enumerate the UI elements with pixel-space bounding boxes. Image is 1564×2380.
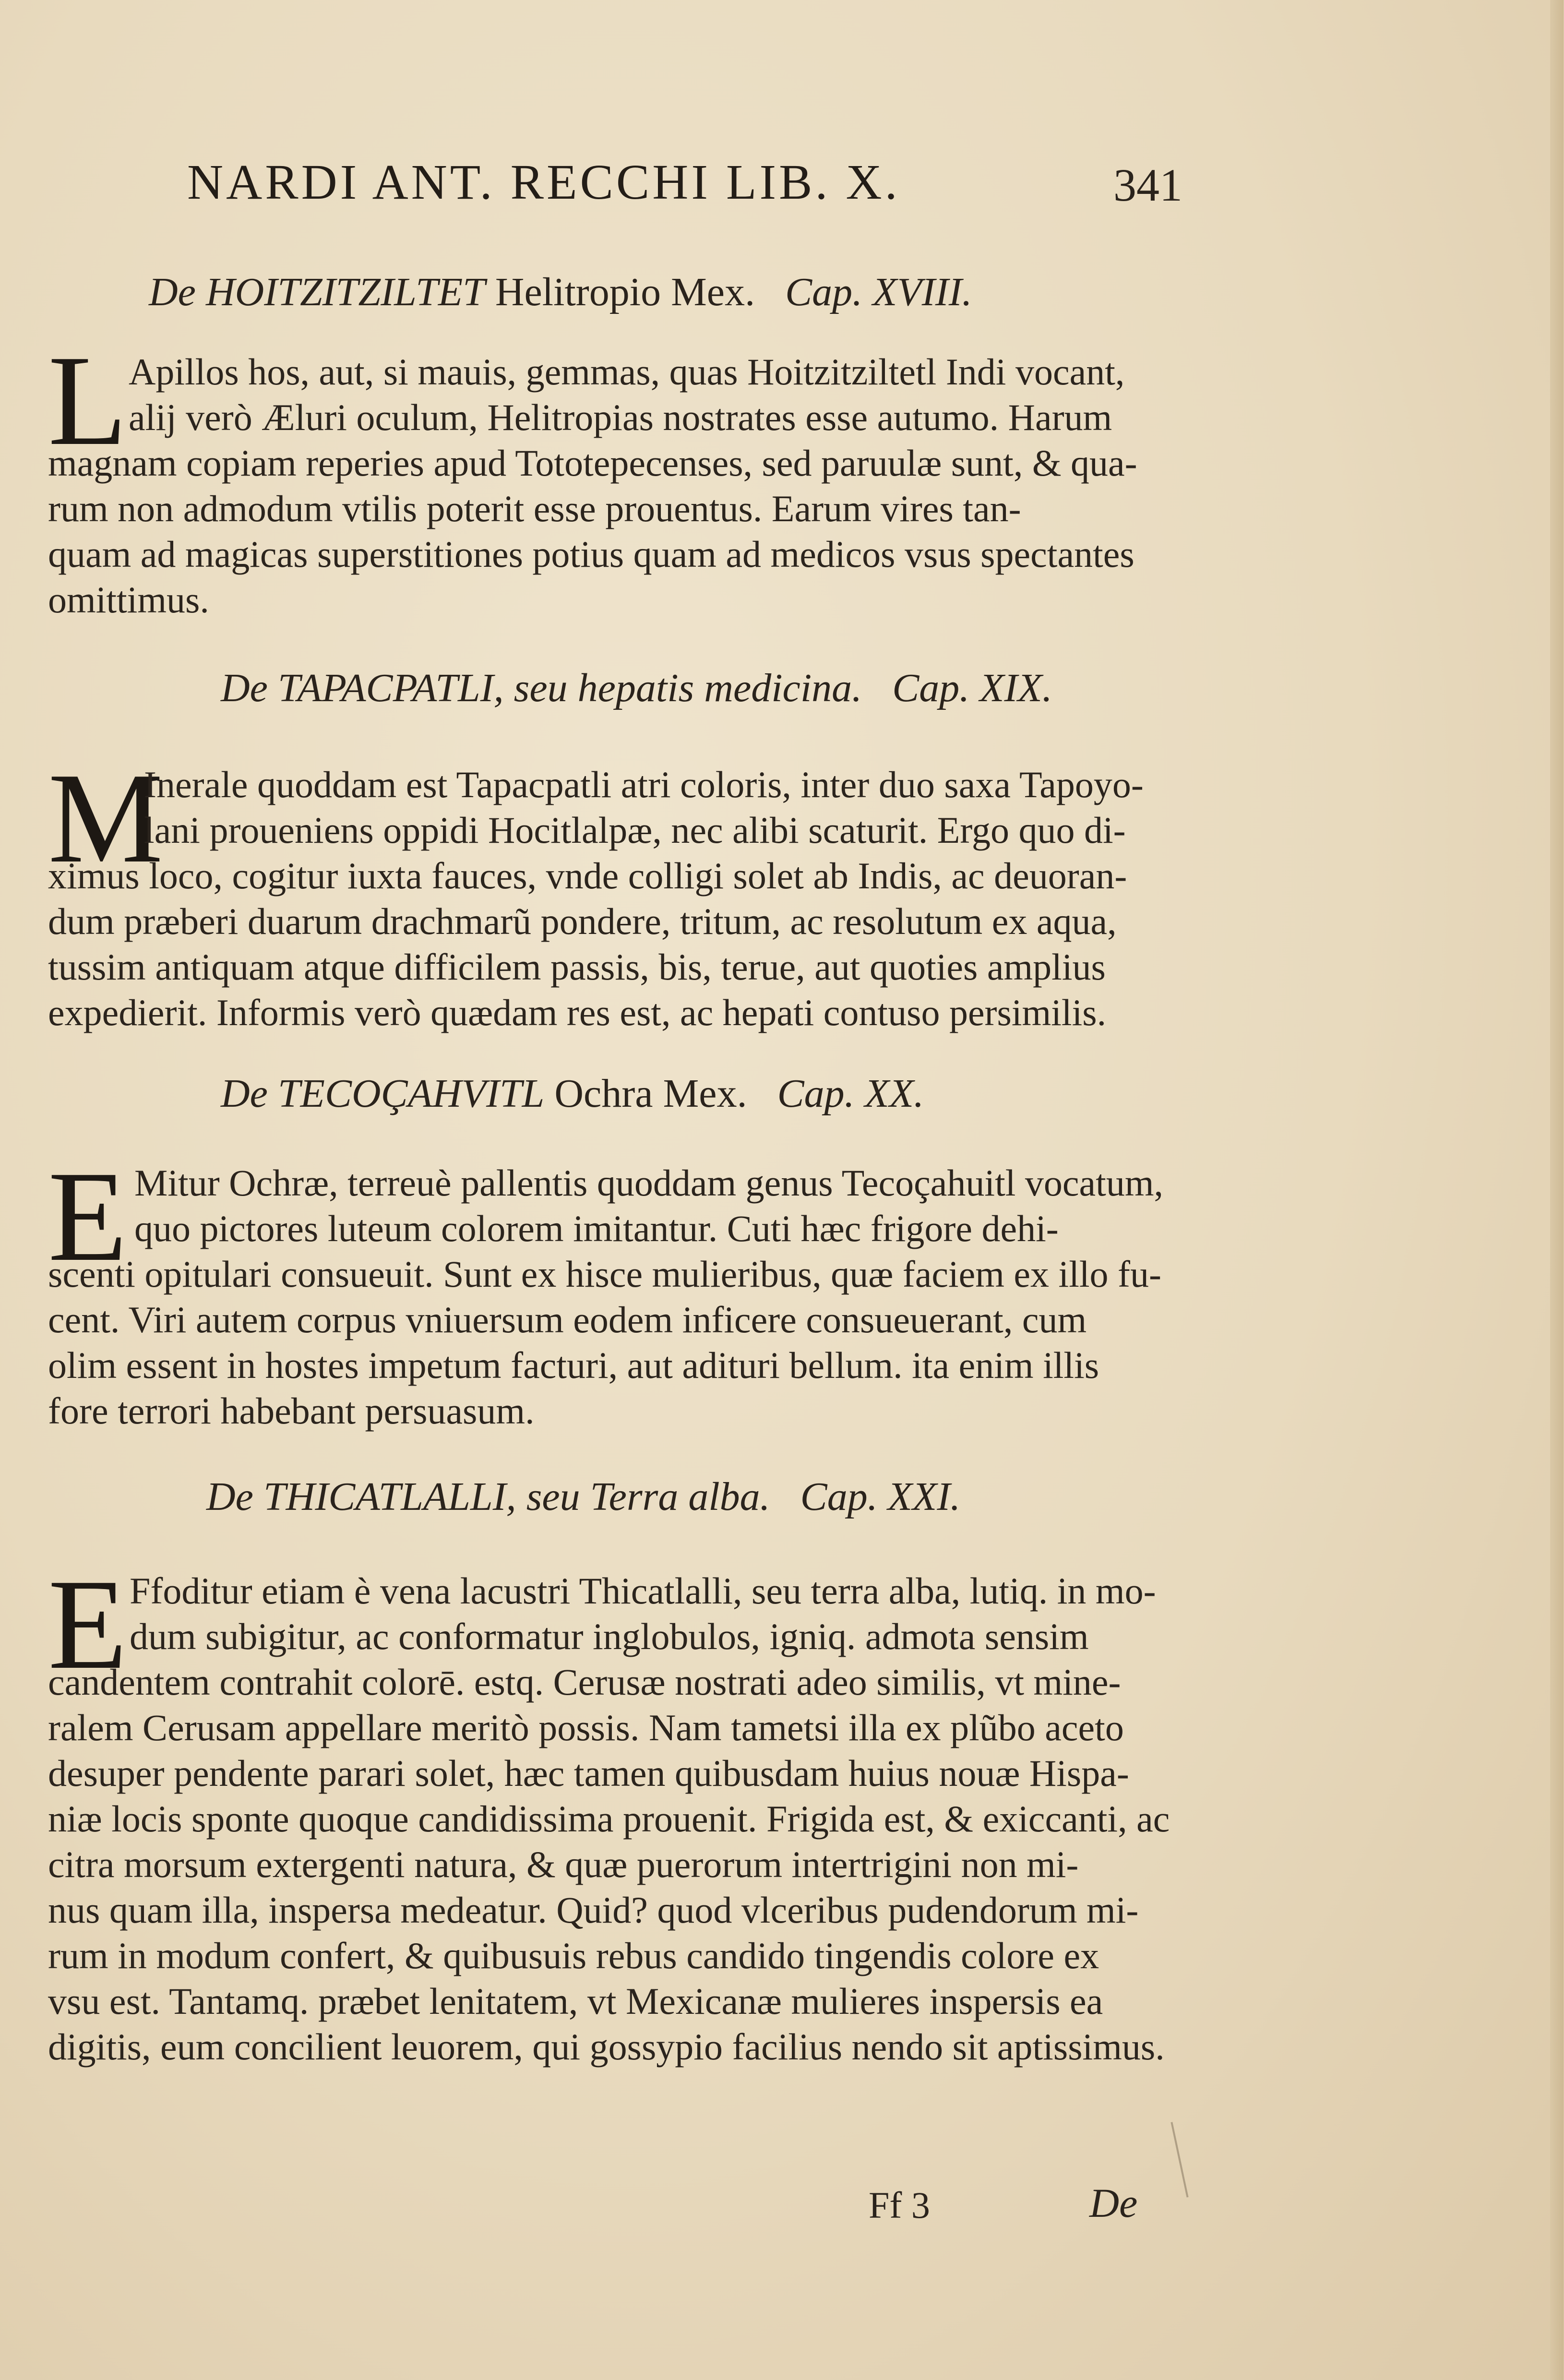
drop-cap: E (48, 1145, 127, 1288)
running-title: NARDI ANT. RECCHI LIB. X. (187, 155, 900, 210)
chapter-title-prefix: De (206, 1474, 253, 1519)
chapter-title-prefix: De (221, 666, 268, 710)
chapter-title-rest: seu hepatis medicina. (513, 666, 862, 710)
chapter-title (206, 1473, 960, 1520)
text-line: niæ locis sponte quoque candidissima prouenit. Frigida est, & exiccanti, ac (48, 1798, 1170, 1840)
text-line: dum subigitur, ac conformatur inglobulos, igniq. admota sensim (130, 1615, 1089, 1657)
text-line: desuper pendente parari solet, hæc tamen quibusdam huius nouæ Hispa- (48, 1752, 1129, 1794)
chapter-title-prefix: De (221, 1071, 268, 1116)
chapter-title-cap: Cap. XIX. (892, 666, 1052, 710)
text-line: quam ad magicas superstitiones potius quam ad medicos vsus spectantes (48, 533, 1134, 575)
text-line: candentem contrahit colorē. estq. Cerusæ nostrati adeo similis, vt mine- (48, 1661, 1121, 1703)
text-line: lani proueniens oppidi Hocitlalpæ, nec alibi scaturit. Ergo quo di- (144, 809, 1126, 851)
text-line: alij verò Æluri oculum, Helitropias nostrates esse autumo. Harum (129, 396, 1112, 438)
page-edge-shadow (1550, 0, 1564, 2380)
drop-cap: L (48, 329, 127, 472)
folio-number: 341 (1113, 159, 1182, 211)
text-line: cent. Viri autem corpus vniuersum eodem inficere consueuerant, cum (48, 1299, 1087, 1340)
catchword: De (1089, 2180, 1138, 2226)
chapter-title (149, 269, 972, 315)
chapter-title-name: TECOÇAHVITL (277, 1071, 545, 1116)
chapter-title-rest: seu Terra alba. (526, 1474, 770, 1519)
text-line: Mitur Ochræ, terreuè pallentis quoddam genus Tecoçahuitl vocatum, (134, 1162, 1164, 1204)
text-line: olim essent in hostes impetum facturi, aut adituri bellum. ita enim illis (48, 1344, 1099, 1386)
chapter-title-cap: Cap. XXI. (800, 1474, 961, 1519)
chapter-title-rest: Ochra Mex. (554, 1071, 747, 1116)
chapter-title-name: THICATLALLI, (263, 1474, 516, 1519)
text-line: ximus loco, cogitur iuxta fauces, vnde colligi solet ab Indis, ac deuoran- (48, 855, 1127, 897)
signature-mark: Ff 3 (869, 2184, 930, 2226)
text-line: fore terrori habebant persuasum. (48, 1390, 535, 1432)
chapter-title-cap: Cap. XVIII. (785, 270, 972, 314)
text-line: quo pictores luteum colorem imitantur. Cuti hæc frigore dehi- (134, 1208, 1059, 1249)
chapter-title-prefix: De (149, 270, 196, 314)
text-line: citra morsum extergenti natura, & quæ puerorum intertrigini non mi- (48, 1843, 1079, 1885)
text-line: ralem Cerusam appellare meritò possis. Nam tametsi illa ex plũbo aceto (48, 1707, 1124, 1748)
chapter-title (221, 1070, 924, 1117)
text-line: rum non admodum vtilis poterit esse prouentus. Earum vires tan- (48, 488, 1021, 529)
text-line: scenti opitulari consueuit. Sunt ex hisce mulieribus, quæ faciem ex illo fu- (48, 1253, 1162, 1295)
text-line: expedierit. Informis verò quædam res est, ac hepati contuso persimilis. (48, 992, 1107, 1033)
chapter-title-cap: Cap. XX. (777, 1071, 924, 1116)
chapter-title-rest: Helitropio Mex. (495, 270, 755, 314)
drop-cap: E (48, 1553, 127, 1696)
ink-stroke (1170, 2122, 1188, 2197)
text-line: Inerale quoddam est Tapacpatli atri coloris, inter duo saxa Tapoyo- (144, 764, 1144, 805)
chapter-title-name: HOITZITZILTET (205, 270, 485, 314)
text-line: nus quam illa, inspersa medeatur. Quid? quod vlceribus pudendorum mi- (48, 1889, 1139, 1931)
chapter-title-name: TAPACPATLI, (277, 666, 504, 710)
text-line: vsu est. Tantamq. præbet lenitatem, vt Mexicanæ mulieres inspersis ea (48, 1980, 1103, 2022)
text-line: omittimus. (48, 579, 209, 621)
text-line: dum præberi duarum drachmarũ pondere, tritum, ac resolutum ex aqua, (48, 900, 1117, 942)
text-line: digitis, eum concilient leuorem, qui gossypio facilius nendo sit aptissimus. (48, 2026, 1165, 2068)
text-line: Apillos hos, aut, si mauis, gemmas, quas Hoitzitziltetl Indi vocant, (129, 351, 1125, 393)
chapter-title (221, 665, 1052, 711)
text-line: rum in modum confert, & quibusuis rebus candido tingendis colore ex (48, 1935, 1099, 1976)
text-line: tussim antiquam atque difficilem passis, bis, terue, aut quoties amplius (48, 946, 1106, 988)
text-line: magnam copiam reperies apud Tototepecenses, sed paruulæ sunt, & qua- (48, 442, 1137, 484)
text-line: Ffoditur etiam è vena lacustri Thicatlalli, seu terra alba, lutiq. in mo- (130, 1570, 1156, 1612)
drop-cap: M (48, 746, 164, 890)
